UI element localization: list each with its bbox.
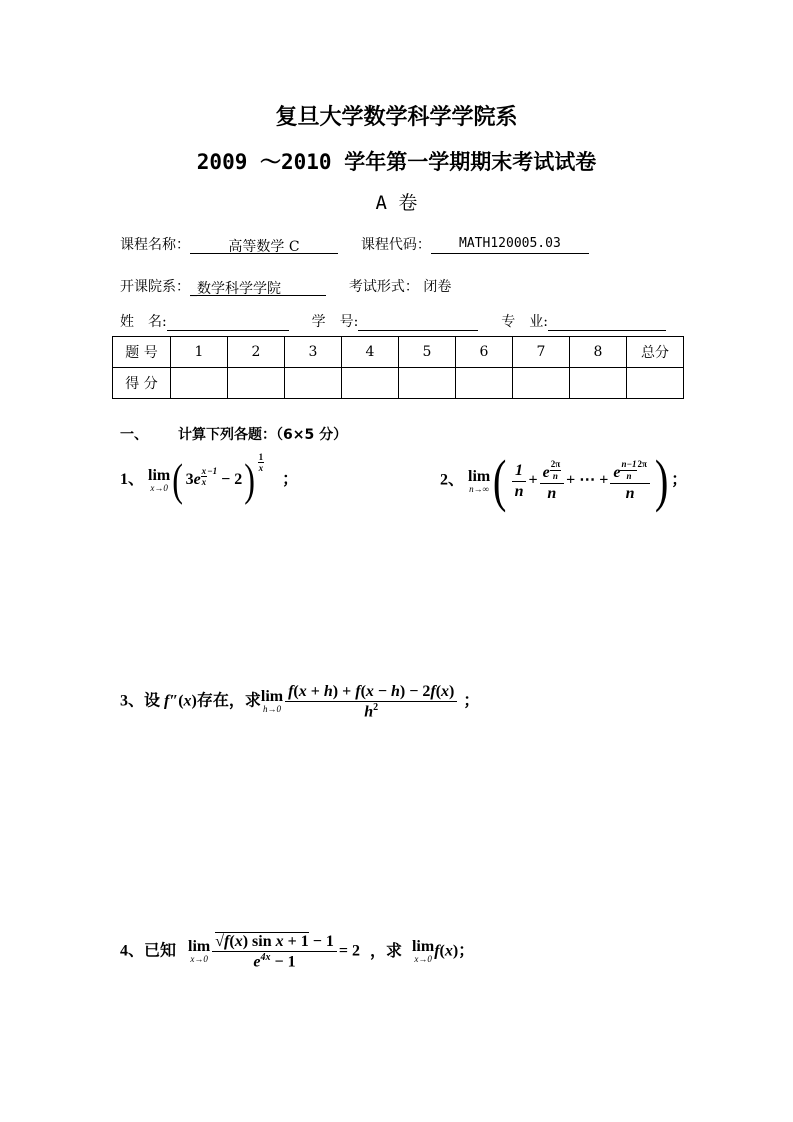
question-suffix: ； (458, 942, 475, 960)
limit-operator: lim x→0 (188, 938, 211, 965)
header-cell: 3 (285, 337, 342, 368)
right-paren: ) (654, 448, 669, 513)
question-suffix: ； (671, 471, 688, 489)
exam-form-label: 考试形式： (348, 279, 419, 295)
student-id-field[interactable] (358, 313, 478, 331)
question-4: 4、已知 lim x→0 $\frac{\text{√f(x) sin x + 1 − 1}}{e^{4x} - 1}$ = 2 ，求 lim x→0 f(x)； (120, 933, 475, 971)
exam-title: 2009 ～2010 学年第一学期期末考试试卷 (196, 150, 597, 174)
section-number: 一、 (120, 427, 148, 443)
section-title: 计算下列各题：（6×5 分） (178, 427, 348, 443)
question-number: 1、 (120, 471, 145, 488)
course-code-field: MATH120005.03 (431, 236, 589, 254)
main-fraction: $\frac{f(x + h) + f(x - h) - 2f(x)}{h^2}$ (285, 682, 457, 722)
condition-suffix: 存在，求 (196, 692, 261, 710)
exponent-fraction: $\frac{x}{x}$ (201, 466, 207, 487)
header-cell: 8 (570, 337, 627, 368)
score-table-header-row (113, 337, 684, 368)
header-cell: 7 (513, 337, 570, 368)
score-cell[interactable] (342, 368, 399, 399)
course-name-label: 课程名称： (120, 237, 190, 253)
score-cell[interactable] (513, 368, 570, 399)
department-field: _数学科学学院 (190, 278, 326, 296)
right-paren: ) (244, 454, 256, 506)
score-cell[interactable] (570, 368, 627, 399)
question-prefix: 已知 (144, 942, 177, 960)
limit-operator: lim x→0 (148, 466, 171, 493)
section-heading (120, 424, 347, 444)
score-cell[interactable] (399, 368, 456, 399)
exam-form-value: 闭卷 (423, 279, 452, 295)
limit-operator: lim x→0 (411, 938, 435, 965)
paper-version: A 卷 (375, 192, 418, 214)
score-cell[interactable] (171, 368, 228, 399)
outer-exponent: $\frac{1}{x}$ (258, 452, 264, 473)
question-prefix: 设 (144, 692, 161, 710)
institution-title: 复旦大学数学科学学院系 (275, 105, 518, 130)
question-number: 3、 (120, 692, 145, 710)
left-paren: ( (493, 448, 507, 513)
header-cell: 2 (228, 337, 285, 368)
score-cell[interactable] (456, 368, 513, 399)
header-cell: 5 (399, 337, 456, 368)
student-name-label: 姓 名: (120, 314, 167, 330)
score-cell[interactable] (228, 368, 285, 399)
course-info-row-1 (120, 234, 589, 254)
course-name-field: 高等数学 C (190, 236, 338, 254)
left-paren: ( (172, 454, 184, 506)
question-2: 2、 lim n→∞ ( $\frac{1}{n}$ + e $\frac{2\pi}{n}$ n + ⋯ + e $\frac{n-1}{n}$ $^{2\pi}$ n ) ； (440, 448, 688, 513)
score-cell[interactable] (285, 368, 342, 399)
student-info-row (120, 311, 666, 331)
question-mid: ，求 (369, 942, 402, 960)
limit-operator: lim h→0 (260, 688, 284, 715)
question-number: 2、 (440, 471, 465, 489)
header-cell: 4 (342, 337, 399, 368)
student-id-label: 学 号: (311, 314, 359, 330)
question-3: 3、设 f″(x)存在，求 lim h→0 $\frac{f(x + h) + f(x - h) - 2f(x)}{h^2}$ ； (120, 683, 480, 721)
question-1: 1、 lim x→0 ( 3e $\frac{x}{x}$ $^{-1}$ − 2) $\frac{1}{x}$ ； (120, 452, 299, 506)
score-row-label: 得 分 (113, 368, 171, 399)
department-label: 开课院系： (120, 279, 190, 295)
question-number: 4、 (120, 942, 145, 960)
header-cell: 6 (456, 337, 513, 368)
main-fraction: $\frac{\text{√f(x) sin x + 1 − 1}}{e^{4x} - 1}$ (212, 932, 337, 972)
course-info-row-2 (120, 276, 451, 296)
score-cell[interactable] (627, 368, 684, 399)
condition-expression: f (164, 692, 170, 710)
major-label: 专 业: (501, 314, 548, 330)
course-code-label: 课程代码： (360, 237, 431, 253)
question-suffix: ； (463, 692, 480, 710)
score-table (112, 336, 684, 399)
header-cell: 总分 (627, 337, 684, 368)
score-table-score-row (113, 368, 684, 399)
student-name-field[interactable] (167, 313, 289, 331)
question-suffix: ； (282, 471, 299, 488)
limit-operator: lim n→∞ (468, 467, 491, 494)
major-field[interactable] (548, 313, 666, 331)
header-cell: 1 (171, 337, 228, 368)
header-cell: 题 号 (113, 337, 171, 368)
